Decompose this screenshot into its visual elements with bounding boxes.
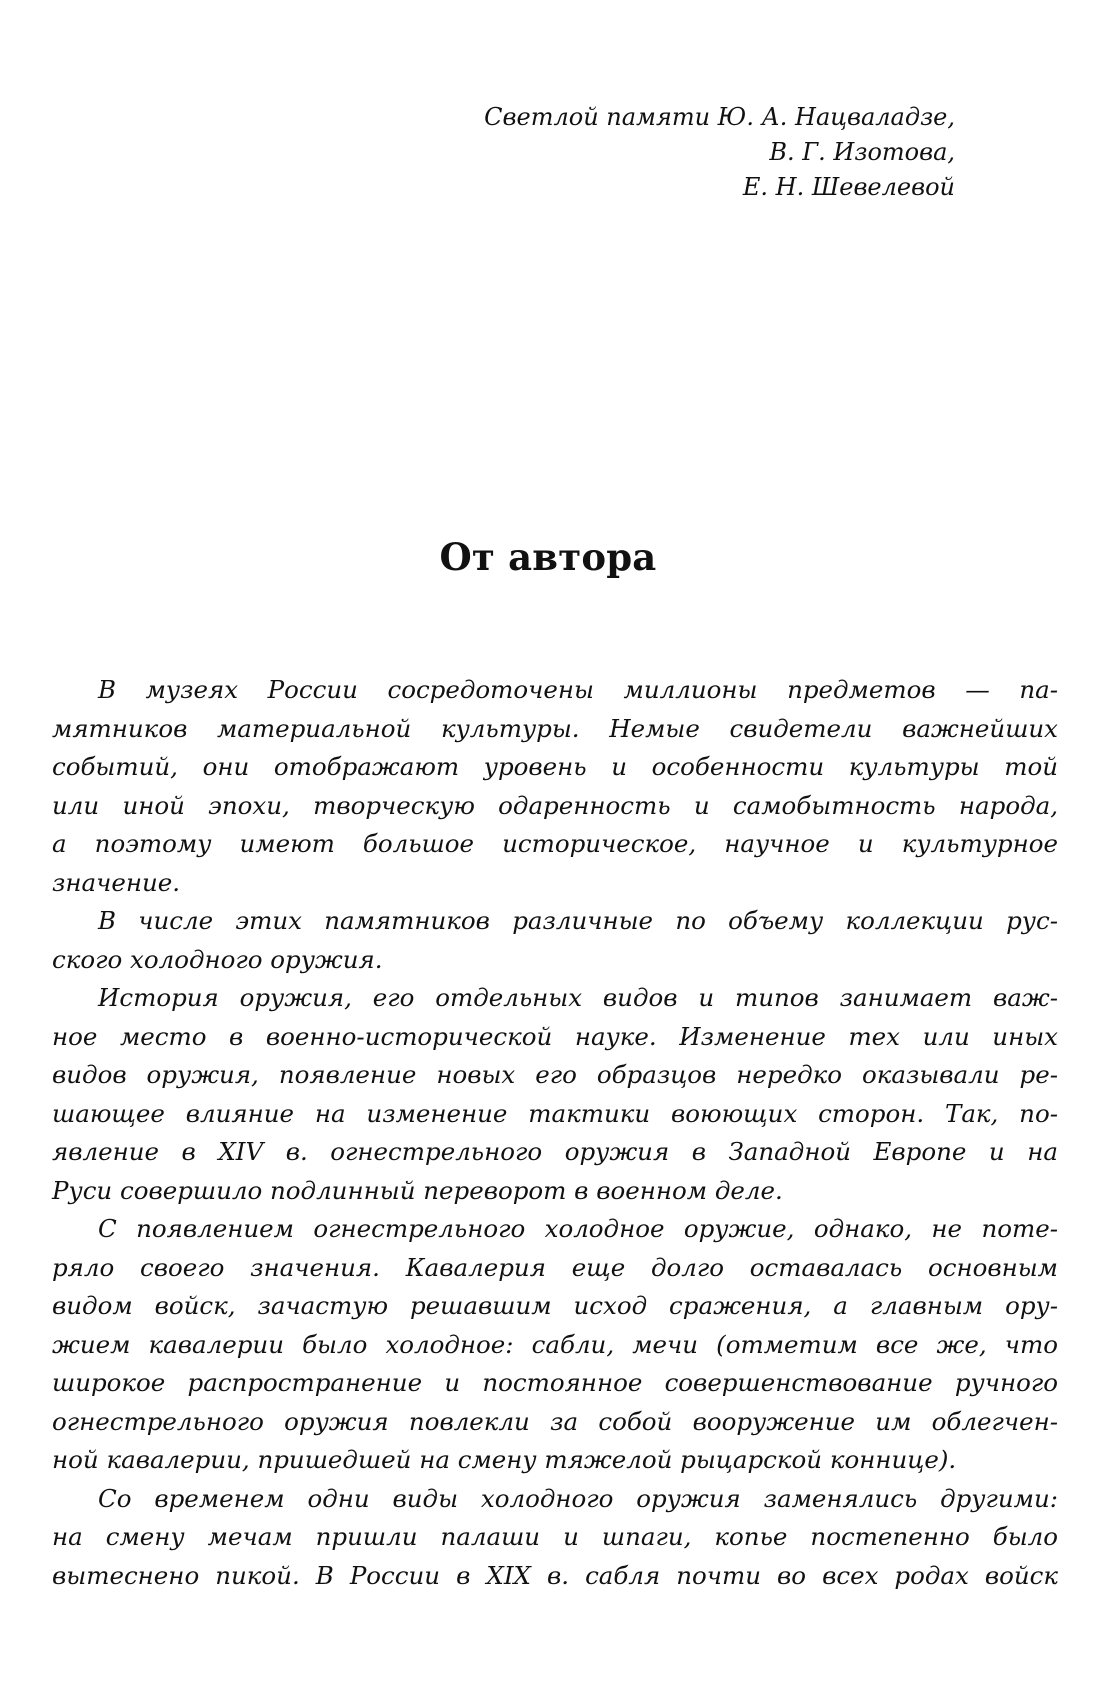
text-line: В числе этих памятников различные по объему коллекции рус-	[98, 906, 1058, 935]
text-line: В музеях России сосредоточены миллионы предметов — па-	[98, 675, 1058, 704]
dedication	[395, 100, 955, 205]
dedication-line: Е. Н. Шевелевой	[742, 173, 955, 201]
text-line: вытеснено пикой. В России в XIX в. сабля почти во всех родах войск	[52, 1560, 1058, 1590]
dedication-line: Светлой памяти Ю. А. Нацваладзе,	[484, 103, 955, 131]
text-line: видов оружия, появление новых его образцов нередко оказывали ре-	[52, 1060, 1058, 1089]
text-line: на смену мечам пришли палаши и шпаги, копье постепенно было	[52, 1522, 1058, 1551]
text-line: История оружия, его отдельных видов и типов занимает важ-	[98, 983, 1058, 1012]
text-line: ского холодного оружия.	[52, 944, 383, 974]
dedication-line: В. Г. Изотова,	[769, 138, 955, 166]
text-line: огнестрельного оружия повлекли за собой вооружение им облегчен-	[52, 1406, 1058, 1436]
text-line: явление в XIV в. огнестрельного оружия в Западной Европе и на	[52, 1137, 1058, 1166]
text-line: событий, они отображают уровень и особенности культуры той	[52, 752, 1058, 781]
text-line: жием кавалерии было холодное: сабли, мечи (отметим все же, что	[52, 1329, 1058, 1359]
text-line: широкое распространение и постоянное совершенствование ручного	[52, 1368, 1058, 1397]
text-line: значение.	[52, 867, 181, 897]
text-line: видом войск, зачастую решавшим исход сражения, а главным ору-	[52, 1291, 1058, 1320]
text-line: или иной эпохи, творческую одаренность и самобытность народа,	[52, 790, 1058, 820]
text-line: ряло своего значения. Кавалерия еще долго оставалась основным	[52, 1252, 1058, 1282]
text-line: мятников материальной культуры. Немые свидетели важнейших	[52, 713, 1058, 743]
chapter-title: От автора	[439, 535, 657, 579]
text-line: Со временем одни виды холодного оружия заменялись другими:	[98, 1483, 1058, 1513]
text-line: а поэтому имеют большое историческое, научное и культурное	[52, 829, 1058, 858]
text-line: Руси совершило подлинный переворот в военном деле.	[52, 1175, 783, 1205]
body-text	[52, 671, 1058, 1595]
text-line: ной кавалерии, пришедшей на смену тяжелой рыцарской коннице).	[52, 1445, 957, 1474]
text-line: шающее влияние на изменение тактики воюющих сторон. Так, по-	[52, 1098, 1058, 1128]
text-line: ное место в военно-исторической науке. Изменение тех или иных	[52, 1021, 1058, 1051]
text-line: С появлением огнестрельного холодное оружие, однако, не поте-	[98, 1214, 1058, 1243]
